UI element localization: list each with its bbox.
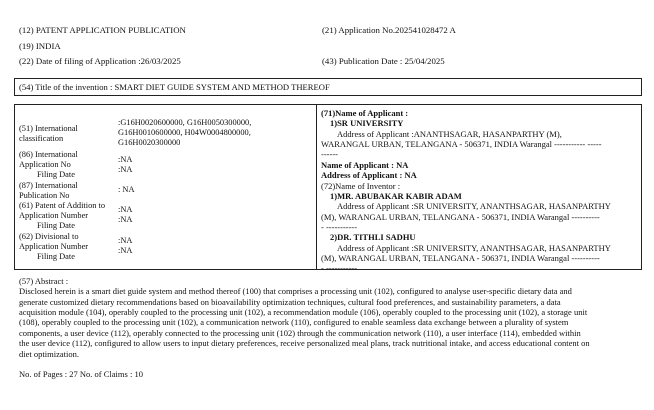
abstract-line: the user device (112), configured to allow users to input dietary preferences, receive personalized meal plans, track nutritional intake, and access educational content on bbox=[19, 338, 590, 349]
application-number: (21) Application No.202541028472 A bbox=[322, 25, 456, 35]
inventor-2-address-3: - ----------- bbox=[321, 263, 358, 274]
abstract-section bbox=[19, 276, 641, 379]
intl-app-label-3: Filing Date bbox=[37, 170, 75, 179]
intl-class-label-2: classification bbox=[19, 134, 64, 143]
intl-pub-value: : NA bbox=[118, 185, 135, 194]
intl-class-value-2: G16H0010600000, H04W0004800000, bbox=[118, 128, 251, 137]
column-divider bbox=[316, 104, 317, 270]
applicant-inventor-column bbox=[321, 108, 639, 274]
intl-app-value-1: :NA bbox=[118, 155, 133, 164]
inventor-1-address-1: Address of Applicant :SR UNIVERSITY, ANANTHSAGAR, HASANPARTHY bbox=[337, 201, 611, 212]
applicant-1-name: 1)SR UNIVERSITY bbox=[330, 118, 404, 129]
inventor-1-address-3: - ----------- bbox=[321, 221, 358, 232]
name-of-applicant-na: Name of Applicant : NA bbox=[321, 159, 409, 170]
intl-app-label-1: (86) International bbox=[19, 150, 78, 159]
inventor-heading: (72)Name of Inventor : bbox=[321, 180, 401, 191]
intl-class-value-1: :G16H0020600000, G16H0050300000, bbox=[118, 118, 252, 127]
intl-app-label-2: Application No bbox=[19, 160, 71, 169]
divisional-value-1: :NA bbox=[118, 236, 133, 245]
divisional-value-2: :NA bbox=[118, 246, 133, 255]
abstract-line: generate customized dietary recommendations based on bioavailability optimization techniques, cultural food preferences, and sustainability parameters, a data bbox=[19, 296, 561, 307]
applicant-1-address-3: ------ bbox=[321, 149, 338, 160]
patent-add-label-2: Application Number bbox=[19, 211, 89, 220]
filing-date: (22) Date of filing of Application :26/03/2025 bbox=[19, 56, 181, 66]
inventor-1-address-2: (M), WARANGAL URBAN, TELANGANA - 506371, INDIA Warangal ---------- bbox=[321, 211, 600, 222]
abstract-line: acquisition module (104), operably coupled to the processing unit (102), a recommendation module (106), operably coupled to the processing unit (102), a storage unit bbox=[19, 307, 588, 318]
invention-title: (54) Title of the invention : SMART DIET GUIDE SYSTEM AND METHOD THEREOF bbox=[19, 82, 330, 92]
patent-add-value-2: :NA bbox=[118, 215, 133, 224]
intl-pub-label-1: (87) International bbox=[19, 181, 78, 190]
inventor-2-address-1: Address of Applicant :SR UNIVERSITY, ANANTHSAGAR, HASANPARTHY bbox=[337, 242, 611, 253]
divisional-label-1: (62) Divisional to bbox=[19, 232, 79, 241]
publication-type: (12) PATENT APPLICATION PUBLICATION bbox=[19, 25, 186, 35]
address-of-applicant-na: Address of Applicant : NA bbox=[321, 170, 417, 181]
inventor-1-name: 1)MR. ABUBAKAR KABIR ADAM bbox=[330, 190, 462, 201]
patent-add-label-3: Filing Date bbox=[37, 221, 75, 230]
intl-pub-label-2: Publication No bbox=[19, 191, 70, 200]
applicant-1-address-1: Address of Applicant :ANANTHSAGAR, HASANPARTHY (M), bbox=[337, 128, 562, 139]
intl-class-label-1: (51) International bbox=[19, 124, 78, 133]
country: (19) INDIA bbox=[19, 41, 61, 51]
abstract-line: Disclosed herein is a smart diet guide system and method thereof (100) that comprises a processing unit (102), configured to analyse user-specific dietary data and bbox=[19, 286, 572, 297]
abstract-line: (108), operably coupled to the processing unit (102), a communication network (110), configured to enable seamless data exchange between a plurality of system bbox=[19, 317, 569, 328]
divisional-label-3: Filing Date bbox=[37, 252, 75, 261]
abstract-heading: (57) Abstract : bbox=[19, 276, 69, 286]
inventor-2-name: 2)DR. TITHLI SADHU bbox=[330, 232, 416, 243]
publication-date: (43) Publication Date : 25/04/2025 bbox=[322, 56, 445, 66]
abstract-line: components, a user device (112), operably connected to the processing unit (102) through the communication network (110), a user interface (114), embedded within bbox=[19, 327, 581, 338]
patent-add-label-1: (61) Patent of Addition to bbox=[19, 201, 106, 210]
applicant-1-address-2: WARANGAL URBAN, TELANGANA - 506371, INDIA Warangal ----------- ----- bbox=[321, 139, 602, 150]
pages-claims-count: No. of Pages : 27 No. of Claims : 10 bbox=[19, 368, 143, 379]
patent-add-value-1: :NA bbox=[118, 205, 133, 214]
applicant-heading: (71)Name of Applicant : bbox=[321, 108, 409, 118]
abstract-line: diet optimization. bbox=[19, 348, 79, 359]
divisional-label-2: Application Number bbox=[19, 242, 89, 251]
inventor-2-address-2: (M), WARANGAL URBAN, TELANGANA - 506371, INDIA Warangal ---------- bbox=[321, 253, 600, 264]
intl-app-value-2: :NA bbox=[118, 165, 133, 174]
intl-class-value-3: G16H0020300000 bbox=[118, 138, 181, 147]
